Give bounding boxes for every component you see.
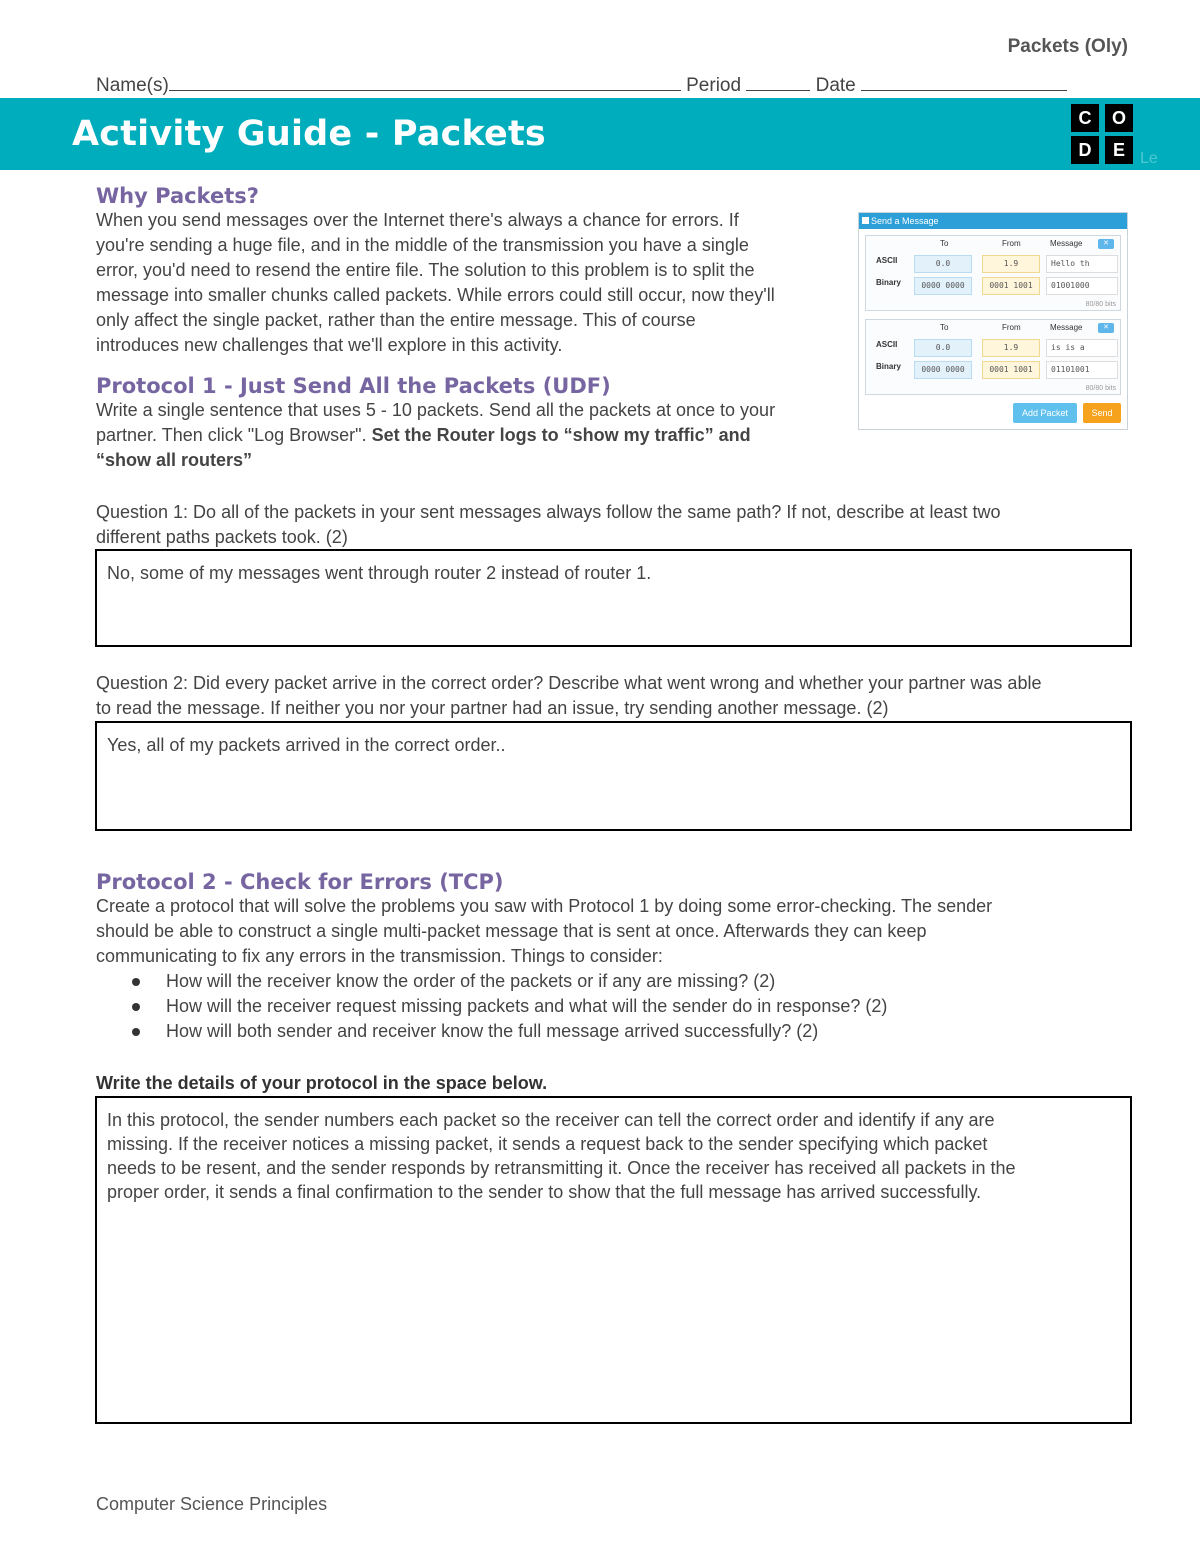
col-to: To: [940, 323, 949, 332]
protocol-2-line: Create a protocol that will solve the problems you saw with Protocol 1 by doing some error-checking. The sender: [96, 896, 993, 916]
bullet-icon: [132, 1028, 140, 1036]
col-from: From: [1002, 239, 1021, 248]
answer-2-text: Yes, all of my packets arrived in the correct order..: [107, 735, 506, 755]
message-binary-field[interactable]: 01001000: [1046, 277, 1118, 295]
protocol-answer-box[interactable]: [95, 1096, 1132, 1424]
name-label: Name(s): [96, 75, 169, 96]
widget-header-icon: [862, 217, 869, 224]
protocol-2-text: [96, 894, 1146, 969]
packet-editor: [865, 235, 1121, 311]
to-ascii-field[interactable]: 0.0: [914, 255, 972, 273]
date-blank: [861, 72, 1067, 91]
row-binary: Binary: [876, 362, 901, 371]
protocol-1-bold-text: “show all routers”: [96, 450, 253, 470]
add-packet-button[interactable]: Add Packet: [1013, 403, 1077, 423]
bullet-icon: [132, 1003, 140, 1011]
protocol-prompt: Write the details of your protocol in the space below.: [96, 1073, 548, 1093]
to-binary-field[interactable]: 0000 0000: [914, 277, 972, 295]
answer-1-box[interactable]: [95, 549, 1132, 647]
protocol-answer-line: proper order, it sends a final confirmation to the sender to show that the full message has arrived successfully.: [107, 1182, 982, 1202]
list-item-text: How will both sender and receiver know the full message arrived successfully? (2): [166, 1021, 819, 1041]
logo-letter: O: [1105, 104, 1133, 132]
message-field[interactable]: is is a: [1046, 339, 1118, 357]
question-2-line: Question 2: Did every packet arrive in the correct order? Describe what went wrong and whether your partner was able: [96, 673, 1042, 693]
from-ascii-field[interactable]: 1.9: [982, 339, 1040, 357]
list-item: [96, 994, 1146, 1019]
message-field[interactable]: Hello th: [1046, 255, 1118, 273]
col-to: To: [940, 239, 949, 248]
protocol-1-line: Write a single sentence that uses 5 - 10 packets. Send all the packets at once to your: [96, 400, 776, 420]
period-blank: [746, 72, 810, 91]
from-binary-field[interactable]: 0001 1001: [982, 277, 1040, 295]
col-from: From: [1002, 323, 1021, 332]
question-1-line: different paths packets took. (2): [96, 527, 348, 547]
send-button[interactable]: Send: [1083, 403, 1121, 423]
code-logo: [1071, 104, 1135, 166]
protocol-1-line: [96, 423, 856, 448]
protocol-1-section: [96, 374, 856, 473]
bullet-icon: [132, 978, 140, 986]
list-item: [96, 1019, 1146, 1044]
remove-packet-icon[interactable]: ✕: [1098, 239, 1114, 249]
why-line: error, you'd need to resend the entire file. The solution to this problem is to split the: [96, 260, 755, 280]
answer-2-box[interactable]: [95, 721, 1132, 831]
list-item-text: How will the receiver know the order of the packets or if any are missing? (2): [166, 971, 776, 991]
why-line: you're sending a huge file, and in the middle of the transmission you have a single: [96, 235, 749, 255]
to-ascii-field[interactable]: 0.0: [914, 339, 972, 357]
to-binary-field[interactable]: 0000 0000: [914, 361, 972, 379]
bit-count: 80/80 bits: [1085, 301, 1116, 308]
course-tag: Packets (Oly): [1007, 36, 1128, 57]
packet-editor: [865, 319, 1121, 395]
question-1: [96, 500, 1146, 550]
protocol-answer-line: missing. If the receiver notices a missing packet, it sends a request back to the sender specifying which packet: [107, 1134, 988, 1154]
logo-letter: D: [1071, 136, 1099, 164]
logo-tail-text: Le: [1140, 150, 1158, 167]
date-label: Date: [815, 75, 856, 96]
bit-count: 80/80 bits: [1085, 385, 1116, 392]
why-packets-text: [96, 208, 856, 358]
send-message-widget: [858, 212, 1128, 430]
why-packets-heading: Why Packets?: [96, 184, 259, 208]
protocol-2-line: communicating to fix any errors in the transmission. Things to consider:: [96, 946, 663, 966]
question-1-line: Question 1: Do all of the packets in your sent messages always follow the same path? If not, describe at least two: [96, 502, 1001, 522]
logo-letter: C: [1071, 104, 1099, 132]
protocol-2-heading: Protocol 2 - Check for Errors (TCP): [96, 870, 504, 894]
protocol-1-line: [96, 448, 856, 473]
col-message: Message: [1050, 323, 1083, 332]
protocol-1-bold-text: Set the Router logs to “show my traffic” and: [371, 425, 751, 445]
why-packets-section: [96, 184, 856, 358]
row-ascii: ASCII: [876, 340, 898, 349]
protocol-1-heading: Protocol 1 - Just Send All the Packets (UDF): [96, 374, 611, 398]
list-item: [96, 969, 1146, 994]
from-ascii-field[interactable]: 1.9: [982, 255, 1040, 273]
answer-1-text: No, some of my messages went through router 2 instead of router 1.: [107, 563, 652, 583]
row-binary: Binary: [876, 278, 901, 287]
question-2-line: to read the message. If neither you nor your partner had an issue, try sending another message. (2): [96, 698, 889, 718]
widget-title: Send a Message: [871, 216, 939, 226]
protocol-1-instructions: [96, 398, 856, 473]
protocol-answer-line: In this protocol, the sender numbers each packet so the receiver can tell the correct order and identify if any are: [107, 1110, 995, 1130]
protocol-2-section: [96, 870, 1146, 1044]
footer-course: Computer Science Principles: [96, 1494, 328, 1514]
name-period-date-line: [96, 72, 1067, 97]
why-line: only affect the single packet, rather than the entire message. This of course: [96, 310, 696, 330]
name-blank: [169, 72, 681, 91]
protocol-1-plain-text: partner. Then click "Log Browser".: [96, 425, 372, 445]
widget-header: [859, 213, 1127, 229]
why-line: introduces new challenges that we'll explore in this activity.: [96, 335, 563, 355]
question-2: [96, 671, 1146, 721]
logo-letter: E: [1105, 136, 1133, 164]
message-binary-field[interactable]: 01101001: [1046, 361, 1118, 379]
protocol-answer-line: needs to be resent, and the sender responds by retransmitting it. Once the receiver has received all packets in the: [107, 1158, 1016, 1178]
period-label: Period: [686, 75, 742, 96]
col-message: Message: [1050, 239, 1083, 248]
remove-packet-icon[interactable]: ✕: [1098, 323, 1114, 333]
considerations-list: [96, 969, 1146, 1044]
from-binary-field[interactable]: 0001 1001: [982, 361, 1040, 379]
page-title: Activity Guide - Packets: [72, 114, 546, 154]
list-item-text: How will the receiver request missing packets and what will the sender do in response? (2): [166, 996, 888, 1016]
why-line: message into smaller chunks called packets. While errors could still occur, now they'll: [96, 285, 775, 305]
protocol-2-line: should be able to construct a single multi-packet message that is sent at once. Afterwards they can keep: [96, 921, 927, 941]
why-line: When you send messages over the Internet there's always a chance for errors. If: [96, 210, 739, 230]
row-ascii: ASCII: [876, 256, 898, 265]
